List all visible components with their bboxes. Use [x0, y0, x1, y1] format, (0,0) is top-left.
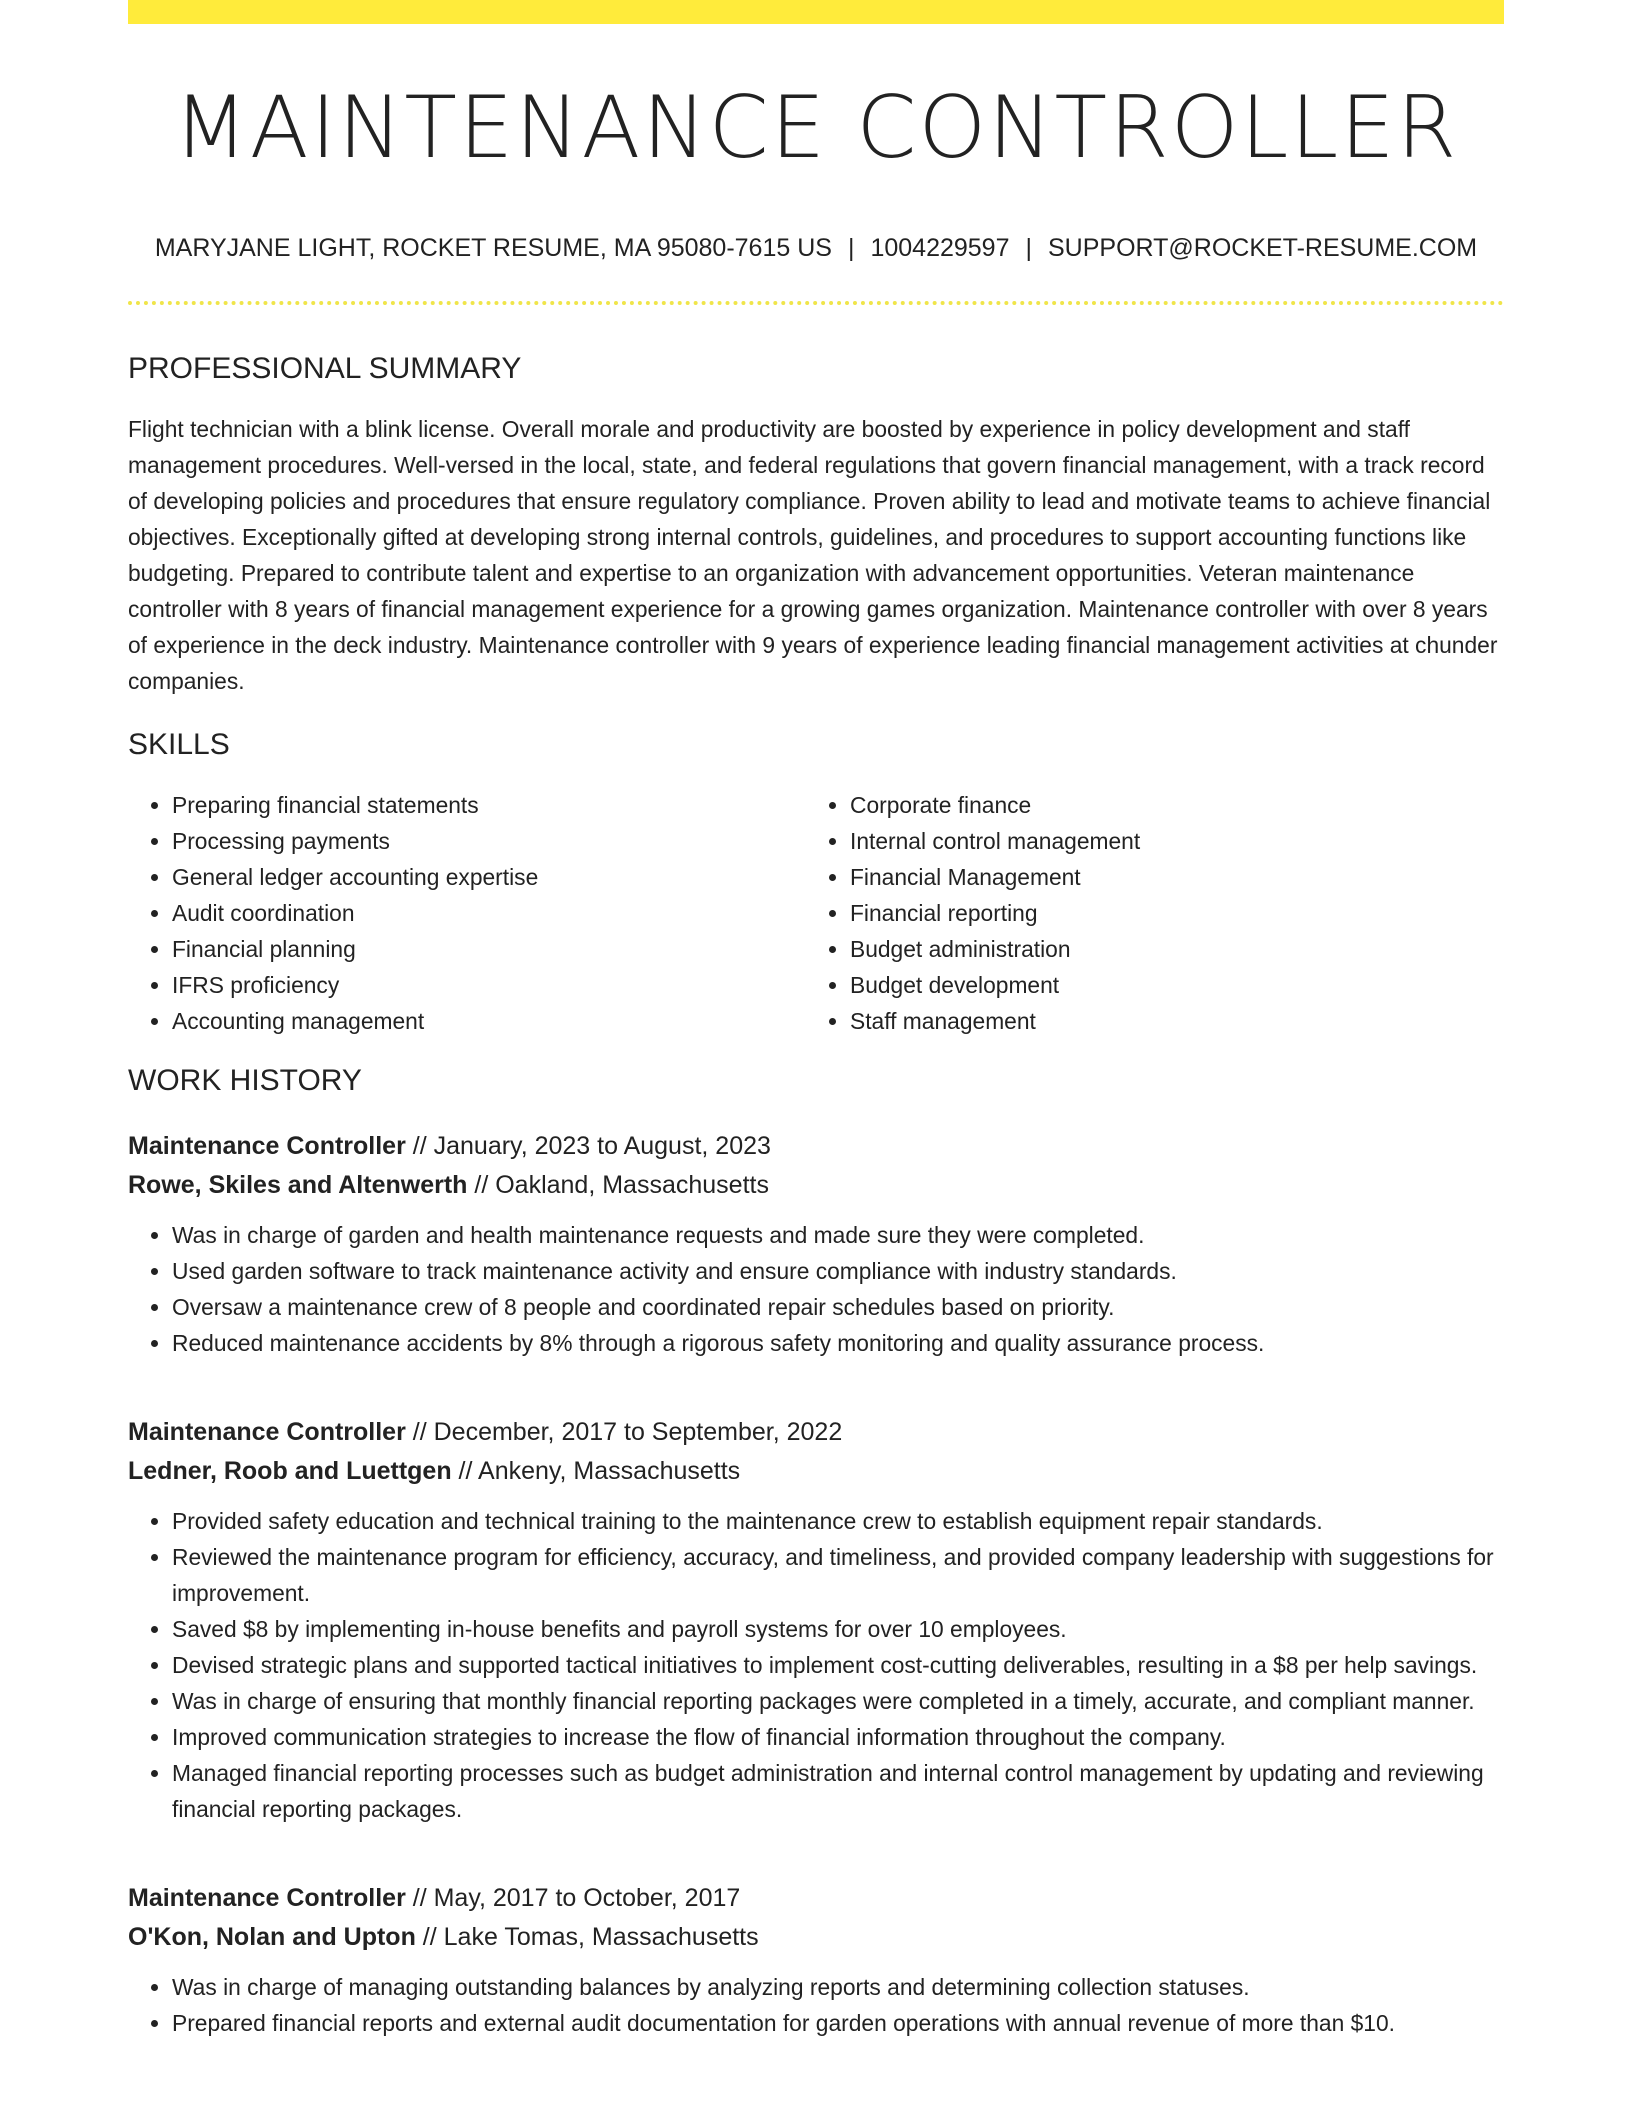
- skill-item: • Budget administration: [850, 931, 1484, 967]
- job-bullet: • Oversaw a maintenance crew of 8 people and coordinated repair schedules based on priority.: [172, 1289, 1504, 1325]
- skill-item: • Financial planning: [172, 931, 806, 967]
- skills-list-right: [806, 787, 1484, 1039]
- job-title: Maintenance Controller: [128, 1132, 406, 1160]
- job-bullet: • Prepared financial reports and external audit documentation for garden operations with annual revenue of more than $10.: [172, 2005, 1504, 2041]
- job-dates: // December, 2017 to September, 2022: [405, 1418, 843, 1446]
- job-company-line: [128, 1918, 1504, 1957]
- contact-address: MARYJANE LIGHT, ROCKET RESUME, MA 95080-7615 US: [154, 234, 832, 262]
- skill-item: • Accounting management: [172, 1003, 806, 1039]
- job-bullet: • Was in charge of managing outstanding balances by analyzing reports and determining collection statuses.: [172, 1969, 1504, 2005]
- job-location: // Ankeny, Massachusetts: [451, 1457, 741, 1485]
- contact-email[interactable]: SUPPORT@ROCKET-RESUME.COM: [1048, 234, 1478, 262]
- job-title-line: [128, 1879, 1504, 1918]
- job-entry: [128, 1879, 1504, 2041]
- skills-heading: SKILLS: [128, 728, 230, 761]
- work-history-heading: WORK HISTORY: [128, 1064, 362, 1097]
- resume-title: MAINTENANCE CONTROLLER: [173, 78, 1459, 178]
- job-bullets: [128, 1503, 1504, 1827]
- resume-page: [128, 0, 1504, 2112]
- job-title: Maintenance Controller: [128, 1418, 406, 1446]
- skills-list-left: [128, 787, 806, 1039]
- job-company-line: [128, 1452, 1504, 1491]
- job-title-line: [128, 1413, 1504, 1452]
- skill-item: • Processing payments: [172, 823, 806, 859]
- skill-item: • Budget development: [850, 967, 1484, 1003]
- contact-phone[interactable]: 1004229597: [870, 234, 1010, 262]
- dotted-divider: [128, 301, 1504, 305]
- contact-separator: |: [847, 234, 855, 262]
- skill-item: • Financial Management: [850, 859, 1484, 895]
- job-entry: [128, 1413, 1504, 1827]
- skills-columns: [128, 787, 1504, 1039]
- skill-item: • Audit coordination: [172, 895, 806, 931]
- job-bullet: • Reduced maintenance accidents by 8% through a rigorous safety monitoring and quality assurance process.: [172, 1325, 1504, 1361]
- job-location: // Lake Tomas, Massachusetts: [415, 1923, 759, 1951]
- job-bullet: • Saved $8 by implementing in-house benefits and payroll systems for over 10 employees.: [172, 1611, 1504, 1647]
- job-entry: [128, 1127, 1504, 1361]
- job-bullet: • Improved communication strategies to increase the flow of financial information throughout the company.: [172, 1719, 1504, 1755]
- job-bullet: • Was in charge of garden and health maintenance requests and made sure they were completed.: [172, 1217, 1504, 1253]
- skill-item: • Preparing financial statements: [172, 787, 806, 823]
- job-bullet: • Was in charge of ensuring that monthly financial reporting packages were completed in a timely, accurate, and compliant manner.: [172, 1683, 1504, 1719]
- job-location: // Oakland, Massachusetts: [467, 1171, 769, 1199]
- skill-item: • Internal control management: [850, 823, 1484, 859]
- job-bullet: • Reviewed the maintenance program for efficiency, accuracy, and timeliness, and provided company leadership with suggestions for improvement.: [172, 1539, 1504, 1611]
- summary-heading: PROFESSIONAL SUMMARY: [128, 352, 522, 385]
- job-title-line: [128, 1127, 1504, 1166]
- job-company: Rowe, Skiles and Altenwerth: [128, 1171, 468, 1199]
- skill-item: • Financial reporting: [850, 895, 1484, 931]
- job-title: Maintenance Controller: [128, 1884, 406, 1912]
- accent-top-bar: [128, 0, 1504, 24]
- job-bullets: [128, 1217, 1504, 1361]
- summary-text: Flight technician with a blink license. Overall morale and productivity are boosted by experience in policy development and staff management procedures. Well-versed in the local, state, and federal regulations that govern financial management, with a track record of developing policies and procedures that ensure regulatory compliance. Proven ability to lead and motivate teams to achieve financial objectives. Exceptionally gifted at developing strong internal controls, guidelines, and procedures to support accounting functions like budgeting. Prepared to contribute talent and expertise to an organization with advancement opportunities. Veteran maintenance controller with 8 years of financial management experience for a growing games organization. Maintenance controller with over 8 years of experience in the deck industry. Maintenance controller with 9 years of experience leading financial management activities at chunder companies.: [128, 416, 1498, 694]
- job-bullet: • Provided safety education and technical training to the maintenance crew to establish equipment repair standards.: [172, 1503, 1504, 1539]
- job-company: O'Kon, Nolan and Upton: [128, 1923, 416, 1951]
- job-dates: // January, 2023 to August, 2023: [405, 1132, 771, 1160]
- job-dates: // May, 2017 to October, 2017: [405, 1884, 741, 1912]
- skill-item: • Staff management: [850, 1003, 1484, 1039]
- job-company: Ledner, Roob and Luettgen: [128, 1457, 452, 1485]
- skill-item: • General ledger accounting expertise: [172, 859, 806, 895]
- job-bullet: • Managed financial reporting processes such as budget administration and internal control management by updating and reviewing financial reporting packages.: [172, 1755, 1504, 1827]
- job-bullets: [128, 1969, 1504, 2041]
- job-company-line: [128, 1166, 1504, 1205]
- contact-separator: |: [1025, 234, 1032, 262]
- skill-item: • Corporate finance: [850, 787, 1484, 823]
- job-bullet: • Used garden software to track maintenance activity and ensure compliance with industry standards.: [172, 1253, 1504, 1289]
- contact-line: [128, 233, 1504, 263]
- job-bullet: • Devised strategic plans and supported tactical initiatives to implement cost-cutting deliverables, resulting in a $8 per help savings.: [172, 1647, 1504, 1683]
- skill-item: • IFRS proficiency: [172, 967, 806, 1003]
